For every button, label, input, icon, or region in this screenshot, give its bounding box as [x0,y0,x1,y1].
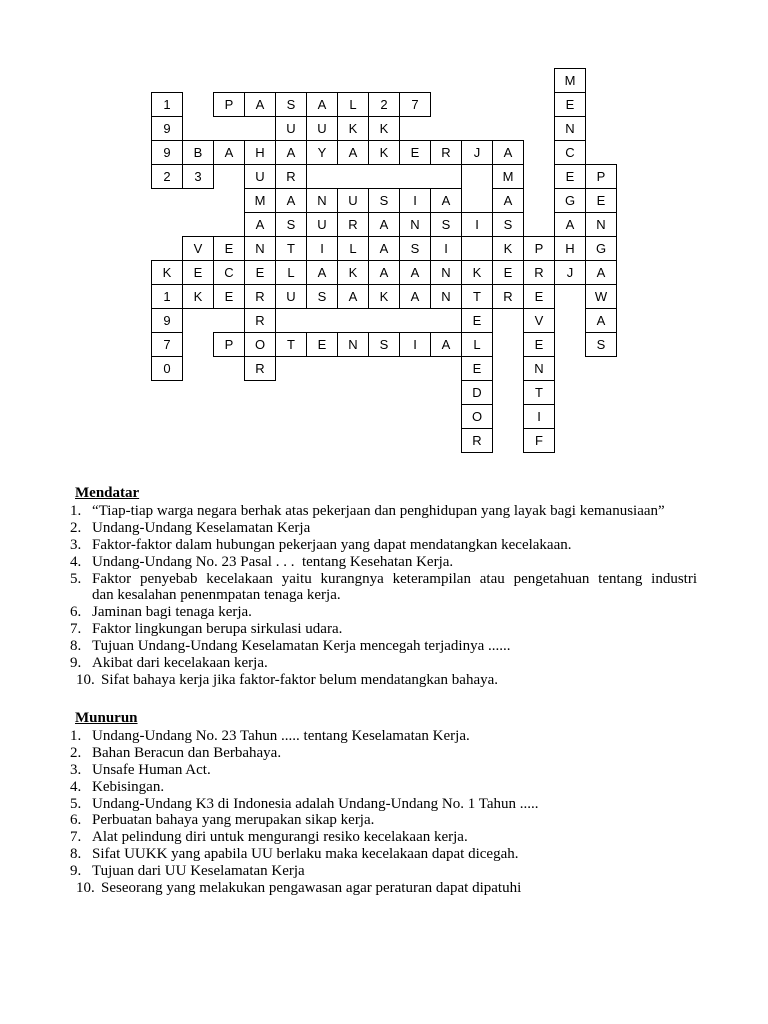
clue-text-line: Unsafe Human Act. [92,761,211,778]
crossword-cell: K [461,260,493,285]
crossword-cell: K [182,284,214,309]
crossword-cell: L [461,332,493,357]
clue-item [0,655,768,672]
clue-text-line: Perbuatan bahaya yang merupakan sikap kerja. [92,812,375,829]
crossword-cell: R [244,356,276,381]
clue-item [0,520,768,537]
crossword-cell: V [182,236,214,261]
clue-list-munurun [0,728,768,897]
crossword-cell: R [337,212,369,237]
crossword-cell: K [368,116,400,141]
clue-number: 3. [70,761,82,778]
crossword-cell: 9 [151,308,183,333]
crossword-cell: S [368,188,400,213]
clue-text [92,537,697,554]
crossword-cell: A [306,260,338,285]
clue-text [92,745,697,762]
clue-section-mendatar [0,484,768,689]
crossword-cell: 2 [368,92,400,117]
clue-text [92,655,697,672]
crossword-cell: A [368,236,400,261]
crossword-cell: M [492,164,524,189]
clue-text [101,672,697,689]
crossword-cell: L [275,260,307,285]
clue-item [0,672,768,689]
clue-number: 7. [70,829,82,846]
crossword-cell: 2 [151,164,183,189]
clue-item [0,863,768,880]
crossword-cell: A [430,188,462,213]
crossword-cell: E [399,140,431,165]
clue-text-line: Tujuan dari UU Keselamatan Kerja [92,863,305,880]
crossword-cell: A [244,92,276,117]
crossword-cell: S [275,212,307,237]
clue-number: 8. [70,638,82,655]
crossword-cell: E [213,284,245,309]
clue-text-line: Faktor lingkungan berupa sirkulasi udara. [92,621,343,638]
crossword-cell: O [461,404,493,429]
clue-text-line: Jaminan bagi tenaga kerja. [92,604,252,621]
clue-text [92,779,697,796]
clue-text-line: Bahan Beracun dan Berbahaya. [92,744,282,761]
crossword-cell: K [151,260,183,285]
crossword-cell: 9 [151,116,183,141]
crossword-cell: E [306,332,338,357]
clue-text [92,621,697,638]
clue-text-line: Kebisingan. [92,778,165,795]
crossword-cell: R [492,284,524,309]
crossword-cell: U [306,212,338,237]
clue-text [92,796,697,813]
clue-text [92,762,697,779]
crossword-cell: N [244,236,276,261]
crossword-cell: A [275,140,307,165]
clue-number: 10. [76,671,95,688]
crossword-cell: D [461,380,493,405]
crossword-cell: A [585,260,617,285]
clue-number: 2. [70,519,82,536]
clue-item [0,503,768,520]
clue-text-line: Tujuan Undang-Undang Keselamatan Kerja mencegah terjadinya ...... [92,638,511,655]
crossword-cell: C [213,260,245,285]
crossword-cell: 7 [399,92,431,117]
crossword-cell: A [492,188,524,213]
clue-number: 6. [70,812,82,829]
crossword-cell: J [554,260,586,285]
clue-text [92,829,697,846]
clue-item [0,728,768,745]
clue-number: 6. [70,604,82,621]
clue-text [92,728,697,745]
clue-number: 8. [70,846,82,863]
clue-item [0,745,768,762]
section-heading-mendatar: Mendatar [75,485,140,501]
crossword-cell: E [182,260,214,285]
clue-text [92,554,697,571]
clue-number: 4. [70,553,82,570]
crossword-cell: 0 [151,356,183,381]
clue-item [0,638,768,655]
crossword-cell: K [492,236,524,261]
clue-number: 1. [70,503,82,519]
crossword-cell: F [523,428,555,453]
crossword-cell: R [430,140,462,165]
clue-number: 7. [70,621,82,638]
crossword-cell: L [337,92,369,117]
crossword-cell: E [244,260,276,285]
crossword-cell: A [306,92,338,117]
crossword-cell: H [554,236,586,261]
crossword-cell: A [337,140,369,165]
crossword-cell: I [399,332,431,357]
crossword-cell: G [585,236,617,261]
crossword-cell: A [399,284,431,309]
clue-text [92,638,697,655]
crossword-cell: O [244,332,276,357]
crossword-cell: A [554,212,586,237]
crossword-cell: I [523,404,555,429]
crossword-cell: E [585,188,617,213]
clue-text-line: Undang-Undang Keselamatan Kerja [92,519,311,536]
clue-text [92,863,697,880]
crossword-cell: E [492,260,524,285]
crossword-cell: N [554,116,586,141]
crossword-cell: N [585,212,617,237]
crossword-cell: N [337,332,369,357]
crossword-cell: M [244,188,276,213]
crossword-cell: K [368,140,400,165]
crossword-cell: P [523,236,555,261]
crossword-cell: 7 [151,332,183,357]
crossword-cell: 1 [151,284,183,309]
crossword-cell: V [523,308,555,333]
clue-number: 1. [70,728,82,744]
crossword-cell: M [554,68,586,93]
crossword-blank-cell [306,164,462,189]
crossword-grid [151,68,617,453]
clue-text [92,503,697,520]
clue-list-mendatar [0,503,768,689]
crossword-cell: E [554,92,586,117]
crossword-cell: 3 [182,164,214,189]
clue-text [92,520,697,537]
crossword-cell: A [492,140,524,165]
clue-text-line: Undang-Undang No. 23 Tahun ..... tentang Keselamatan Kerja. [92,728,470,744]
crossword-cell: K [337,116,369,141]
crossword-cell: A [399,260,431,285]
crossword-cell: K [368,284,400,309]
clue-item [0,571,768,605]
clue-text [92,812,697,829]
crossword-cell: T [461,284,493,309]
crossword-cell: G [554,188,586,213]
crossword-cell: U [306,116,338,141]
clue-section-munurun [0,709,768,897]
crossword-cell: A [213,140,245,165]
clue-item [0,762,768,779]
clue-item [0,846,768,863]
crossword-cell: E [523,332,555,357]
clue-text [92,571,697,605]
clue-text-line: Faktor penyebab kecelakaan yaitu kurangnya keterampilan atau pengetahuan tentang industri [92,570,697,587]
clue-item [0,537,768,554]
crossword-cell: Y [306,140,338,165]
crossword-cell: A [430,332,462,357]
crossword-cell: U [244,164,276,189]
crossword-cell: I [306,236,338,261]
crossword-cell: T [275,332,307,357]
crossword-cell: I [399,188,431,213]
clue-text-line: “Tiap-tiap warga negara berhak atas pekerjaan dan penghidupan yang layak bagi kemanusiaan” [92,503,665,519]
crossword-cell: N [430,260,462,285]
clue-item [0,796,768,813]
clue-number: 10. [76,880,95,897]
crossword-cell: U [337,188,369,213]
clue-text-line: Sifat bahaya kerja jika faktor-faktor belum mendatangkan bahaya. [101,671,499,688]
crossword-cell: R [244,284,276,309]
crossword-cell: S [585,332,617,357]
crossword-cell: I [430,236,462,261]
crossword-cell: P [213,332,245,357]
crossword-cell: L [337,236,369,261]
crossword-cell: K [337,260,369,285]
clue-item [0,880,768,897]
crossword-cell: S [306,284,338,309]
clue-number: 5. [70,570,82,587]
crossword-cell: T [275,236,307,261]
crossword-cell: T [523,380,555,405]
crossword-cell: I [461,212,493,237]
crossword-cell: R [244,308,276,333]
clue-text-line: Sifat UUKK yang apabila UU berlaku maka kecelakaan dapat dicegah. [92,846,519,863]
crossword-cell: R [523,260,555,285]
crossword-cell: A [337,284,369,309]
crossword-cell: J [461,140,493,165]
crossword-cell: 1 [151,92,183,117]
clue-number: 4. [70,778,82,795]
crossword-cell: N [523,356,555,381]
crossword-cell: R [275,164,307,189]
crossword-cell: N [430,284,462,309]
crossword-cell: H [244,140,276,165]
clue-number: 9. [70,863,82,880]
crossword-cell: B [182,140,214,165]
clue-number: 5. [70,795,82,812]
crossword-cell: C [554,140,586,165]
clue-item [0,829,768,846]
crossword-cell: E [461,308,493,333]
clue-text [92,846,697,863]
crossword-cell: E [554,164,586,189]
clue-text-line: Alat pelindung diri untuk mengurangi resiko kecelakaan kerja. [92,829,468,846]
clue-item [0,779,768,796]
crossword-cell: N [306,188,338,213]
crossword-cell: N [399,212,431,237]
section-heading-munurun: Munurun [75,710,138,726]
crossword-cell: A [244,212,276,237]
crossword-cell: S [492,212,524,237]
crossword-cell: S [275,92,307,117]
clue-item [0,621,768,638]
clue-text-line: Faktor-faktor dalam hubungan pekerjaan yang dapat mendatangkan kecelakaan. [92,536,572,553]
crossword-cell: P [585,164,617,189]
crossword-cell: A [368,260,400,285]
crossword-cell: R [461,428,493,453]
crossword-cell: P [213,92,245,117]
clue-item [0,604,768,621]
crossword-cell: S [399,236,431,261]
crossword-cell: A [275,188,307,213]
clue-text-line: Undang-Undang K3 di Indonesia adalah Undang-Undang No. 1 Tahun ..... [92,795,539,812]
clue-number: 3. [70,536,82,553]
crossword-cell: W [585,284,617,309]
crossword-cell: A [368,212,400,237]
clue-item [0,554,768,571]
crossword-cell: U [275,116,307,141]
clue-item [0,812,768,829]
clue-text-line: dan kesalahan penenmpatan tenaga kerja. [92,587,341,604]
crossword-cell: E [523,284,555,309]
clue-text-line: Akibat dari kecelakaan kerja. [92,655,268,672]
crossword-cell: S [430,212,462,237]
crossword-cell: U [275,284,307,309]
crossword-cell: S [368,332,400,357]
clue-text [101,880,697,897]
clue-number: 9. [70,655,82,672]
clue-text-line: Seseorang yang melakukan pengawasan agar peraturan dapat dipatuhi [101,880,522,897]
clue-text-line: Undang-Undang No. 23 Pasal . . . tentang Kesehatan Kerja. [92,553,454,570]
crossword-cell: E [213,236,245,261]
crossword-cell: 9 [151,140,183,165]
clue-text [92,604,697,621]
crossword-cell: E [461,356,493,381]
crossword-cell: A [585,308,617,333]
clue-number: 2. [70,744,82,761]
